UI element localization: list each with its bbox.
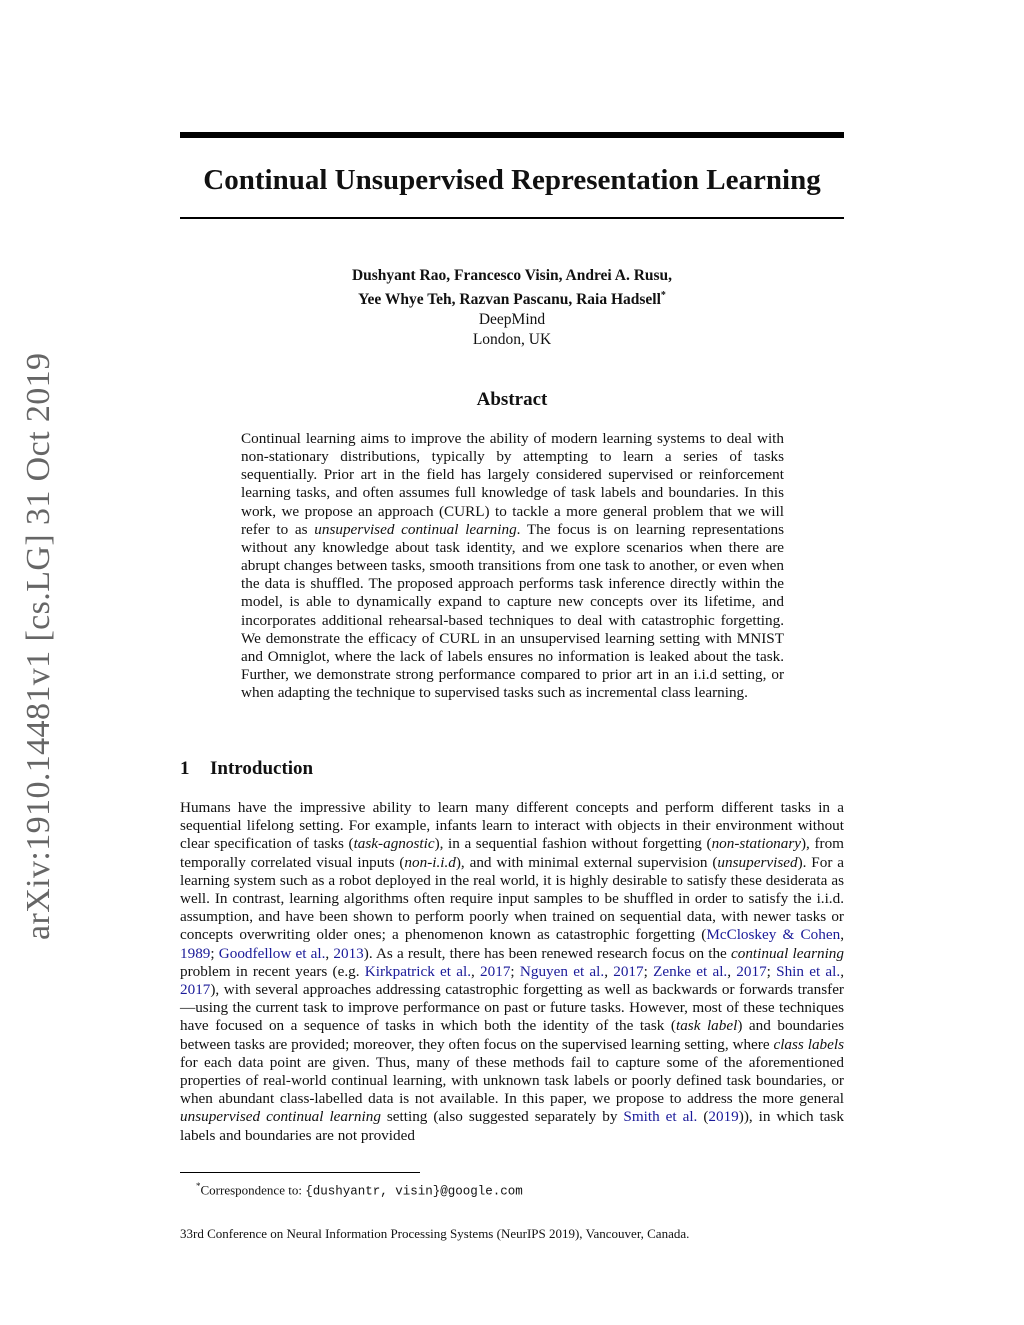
citation-link[interactable]: Kirkpatrick et al. xyxy=(364,962,471,980)
citation-link[interactable]: 2019 xyxy=(708,1108,739,1126)
author-line-2: Yee Whye Teh, Razvan Pascanu, Raia Hadsell* xyxy=(358,290,666,309)
section-number: 1 xyxy=(180,758,190,779)
paper-title: Continual Unsupervised Representation Learning xyxy=(203,164,821,196)
citation-link[interactable]: Zenke et al. xyxy=(653,962,728,980)
footnote-mark: * xyxy=(196,1181,201,1191)
arxiv-identifier: arXiv:1910.14481v1 [cs.LG] 31 Oct 2019 xyxy=(20,352,57,940)
section-heading-introduction xyxy=(180,757,313,781)
affiliation: DeepMind xyxy=(478,311,546,329)
title-top-rule xyxy=(180,132,844,138)
author-block xyxy=(180,266,844,350)
correspondence-mark: * xyxy=(660,290,666,301)
location: London, UK xyxy=(472,331,552,349)
citation-link[interactable]: 2013 xyxy=(333,944,364,962)
abstract-body: Continual learning aims to improve the ability of modern learning systems to deal with non-stationary distributions, typically by attempting to learn a series of tasks sequentially. Prior art in the field has largely considered supervised or reinforcement learning tasks, and often assumes full knowledge of task labels and boundaries. In this work, we propose an approach (CURL) to tackle a more general problem that we will refer to as unsupervised continual learning. The focus is on learning representations without any knowledge about task identity, and we explore scenarios when there are abrupt changes between tasks, smooth transitions from one task to another, or even when the data is shuffled. The proposed approach performs task inference directly within the model, is able to dynamically expand to capture new concepts over its lifetime, and incorporates additional rehearsal-based techniques to deal with catastrophic forgetting. We demonstrate the efficacy of CURL in an unsupervised learning setting with MNIST and Omniglot, where the lack of labels ensures no information is leaked about the task. Further, we demonstrate strong performance compared to prior art in an i.i.d setting, or when adapting the technique to supervised tasks such as incremental class learning. xyxy=(241,430,784,702)
citation-link[interactable]: 2017 xyxy=(180,981,211,999)
citation-link[interactable]: Goodfellow et al. xyxy=(218,944,326,962)
abstract-heading: Abstract xyxy=(476,389,548,410)
citation-link[interactable]: Smith et al. xyxy=(623,1108,698,1126)
citation-link[interactable]: 2017 xyxy=(736,962,767,980)
venue-footer: 33rd Conference on Neural Information Processing Systems (NeurIPS 2019), Vancouver, Canada. xyxy=(180,1226,690,1241)
citation-link[interactable]: 1989 xyxy=(180,944,211,962)
citation-link[interactable]: Shin et al. xyxy=(776,962,841,980)
author-line-1: Dushyant Rao, Francesco Visin, Andrei A. Rusu, xyxy=(351,267,673,284)
contact-email: {dushyantr, visin}@google.com xyxy=(305,1184,523,1199)
footnote: *Correspondence to: {dushyantr, visin}@google.com xyxy=(196,1181,523,1199)
citation-link[interactable]: Nguyen et al. xyxy=(519,962,605,980)
citation-link[interactable]: 2017 xyxy=(613,962,644,980)
introduction-body: Humans have the impressive ability to learn many different concepts and perform different tasks in a sequential lifelong setting. For example, infants learn to interact with objects in their environment without clear specification of tasks (task-agnostic), in a sequential fashion without forgetting (non-stationary), from temporally correlated visual inputs (non-i.i.d), and with minimal external supervision (unsupervised). For a learning system such as a robot deployed in the real world, it is highly desirable to satisfy these desiderata as well. In contrast, learning algorithms often require input samples to be shuffled in order to satisfy the i.i.d. assumption, and have been shown to perform poorly when trained on sequential data, with newer tasks or concepts overwriting older ones; a phenomenon known as catastrophic forgetting (McCloskey & Cohen, 1989; Goodfellow et al., 2013). As a result, there has been renewed research focus on the continual learning problem in recent years (e.g. Kirkpatrick et al., 2017; Nguyen et al., 2017; Zenke et al., 2017; Shin et al., 2017), with several approaches addressing catastrophic forgetting as well as backwards or forwards transfer—using the current task to improve performance on past or future tasks. However, most of these techniques have focused on a sequence of tasks in which both the identity of the task (task label) and boundaries between tasks are provided; moreover, they often focus on the supervised learning setting, where class labels for each data point are given. Thus, many of these methods fail to capture some of the aforementioned properties of real-world continual learning, with unknown task labels or poorly defined task boundaries, or when abundant class-labelled data is not available. In this paper, we propose to address the more general unsupervised continual learning setting (also suggested separately by Smith et al. (2019)), in which task labels and boundaries are not provided xyxy=(180,799,844,1144)
title-bottom-rule xyxy=(180,217,844,219)
section-title: Introduction xyxy=(210,758,314,779)
citation-link[interactable]: McCloskey & Cohen xyxy=(706,926,841,944)
citation-link[interactable]: 2017 xyxy=(480,962,511,980)
footnote-rule xyxy=(180,1172,420,1173)
